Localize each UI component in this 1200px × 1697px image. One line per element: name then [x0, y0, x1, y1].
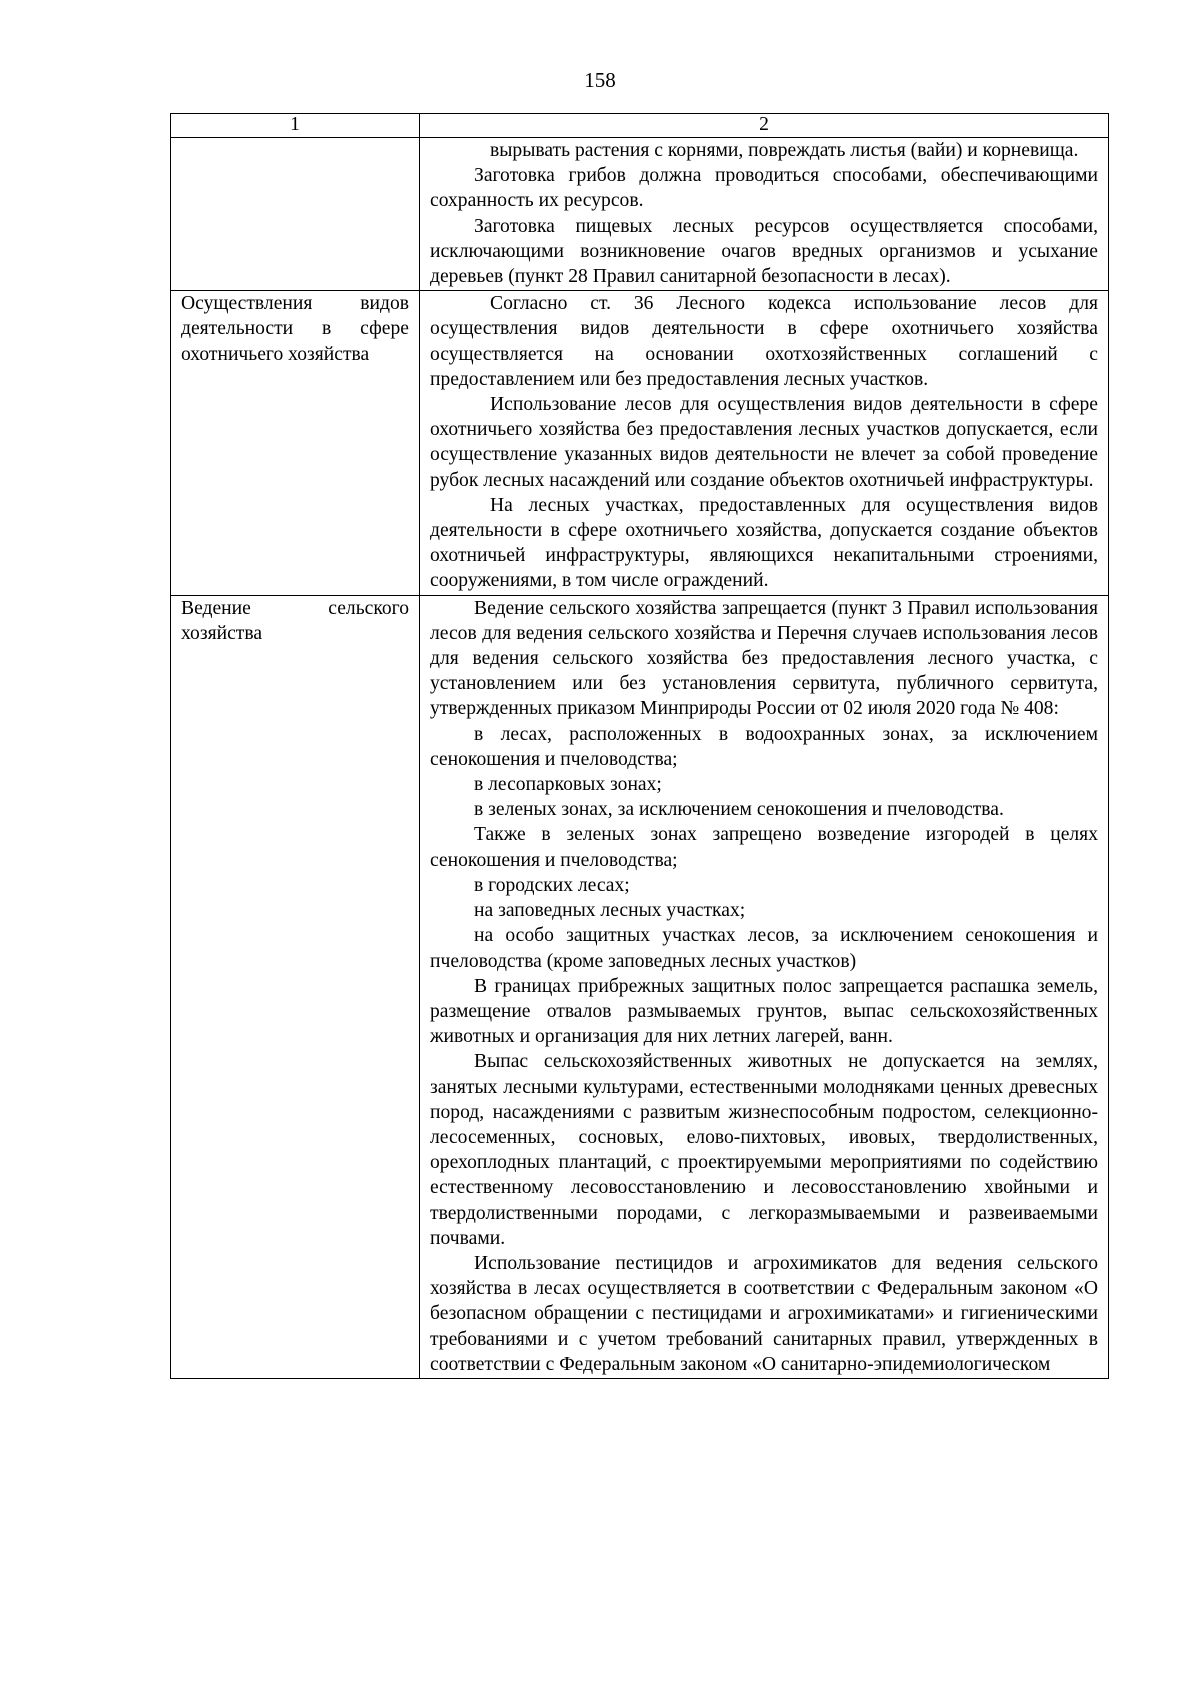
paragraph: в лесах, расположенных в водоохранных зонах, за исключением сенокошения и пчеловодства; — [430, 723, 1098, 770]
page-number: 158 — [584, 68, 616, 92]
row-requirements — [420, 291, 1109, 595]
paragraph: В границах прибрежных защитных полос запрещается распашка земель, размещение отвалов размываемых грунтов, выпас сельскохозяйственных животных и организация для них летних лагерей, ванн. — [430, 975, 1098, 1048]
row-requirements — [420, 138, 1109, 291]
paragraph: На лесных участках, предоставленных для осуществления видов деятельности в сфере охотничьего хозяйства, допускается создание объектов охотничьей инфраструктуры, являющихся некапитальными строениями, сооружениями, в том числе ограждений. — [430, 494, 1098, 592]
paragraph: Выпас сельскохозяйственных животных не допускается на землях, занятых лесными культурами, естественными молодняками ценных древесных пород, насаждениями с развитым жизнеспособным подростом, селекционно-лесосеменных, сосновых, елово-пихтовых, ивовых, твердолиственных, орехоплодных плантаций, с проектируемыми мероприятиями по содействию естественному лесовосстановлению и лесовосстановлению хвойными и твердолиственными породами, с легкоразмываемыми и развеиваемыми почвами. — [430, 1051, 1098, 1249]
paragraph: вырывать растения с корнями, повреждать листья (вайи) и корневища. — [490, 140, 1079, 161]
row-requirements — [420, 595, 1109, 1378]
paragraph: Ведение сельского хозяйства запрещается (пункт 3 Правил использования лесов для ведения сельского хозяйства и Перечня случаев использования лесов для ведения сельского хозяйства без предоставления лесного участка, с установлением или без установления сервитута, публичного сервитута, утвержденных приказом Минприроды России от 02 июля 2020 года № 408: — [430, 597, 1098, 720]
paragraph: Заготовка грибов должна проводиться способами, обеспечивающими сохранность их ресурсов. — [430, 165, 1098, 212]
row-activity-name: Ведение сельского хозяйства — [171, 595, 420, 1378]
table-header-row — [171, 114, 1109, 138]
paragraph: Также в зеленых зонах запрещено возведение изгородей в целях сенокошения и пчеловодства; — [430, 824, 1098, 871]
paragraph: на особо защитных участках лесов, за исключением сенокошения и пчеловодства (кроме заповедных лесных участков) — [430, 925, 1098, 972]
paragraph: Согласно ст. 36 Лесного кодекса использование лесов для осуществления видов деятельности в сфере охотничьего хозяйства осуществляется на основании охотхозяйственных соглашений с предоставлением или без предоставления лесных участков. — [430, 293, 1098, 390]
column-header-1: 1 — [171, 114, 420, 138]
paragraph: Использование лесов для осуществления видов деятельности в сфере охотничьего хозяйства без предоставления лесных участков допускается, если осуществление указанных видов деятельности не влечет за собой проведение рубок лесных насаждений или создание объектов охотничьей инфраструктуры. — [430, 394, 1098, 491]
row-activity-name: Осуществления видов деятельности в сфере охотничьего хозяйства — [171, 291, 420, 595]
paragraph: Заготовка пищевых лесных ресурсов осуществляется способами, исключающими возникновение очагов вредных организмов и усыхание деревьев (пункт 28 Правил санитарной безопасности в лесах). — [430, 215, 1098, 288]
column-header-2: 2 — [420, 114, 1109, 138]
paragraph: в лесопарковых зонах; — [474, 774, 662, 796]
table-row-agriculture — [171, 595, 1109, 1378]
row-activity-name — [171, 138, 420, 291]
paragraph: в зеленых зонах, за исключением сенокошения и пчеловодства. — [474, 799, 1004, 821]
table-row-hunting — [171, 291, 1109, 595]
document-table — [170, 113, 1109, 1379]
paragraph: в городских лесах; — [474, 874, 630, 896]
table-row-continuation — [171, 138, 1109, 291]
paragraph: Использование пестицидов и агрохимикатов для ведения сельского хозяйства в лесах осуществляется в соответствии с Федеральным законом «О безопасном обращении с пестицидами и агрохимикатами» и гигиеническими требованиями и с учетом требований санитарных правил, утвержденных в соответствии с Федеральным законом «О санитарно-эпидемиологическом — [430, 1252, 1098, 1375]
paragraph: на заповедных лесных участках; — [474, 900, 746, 922]
